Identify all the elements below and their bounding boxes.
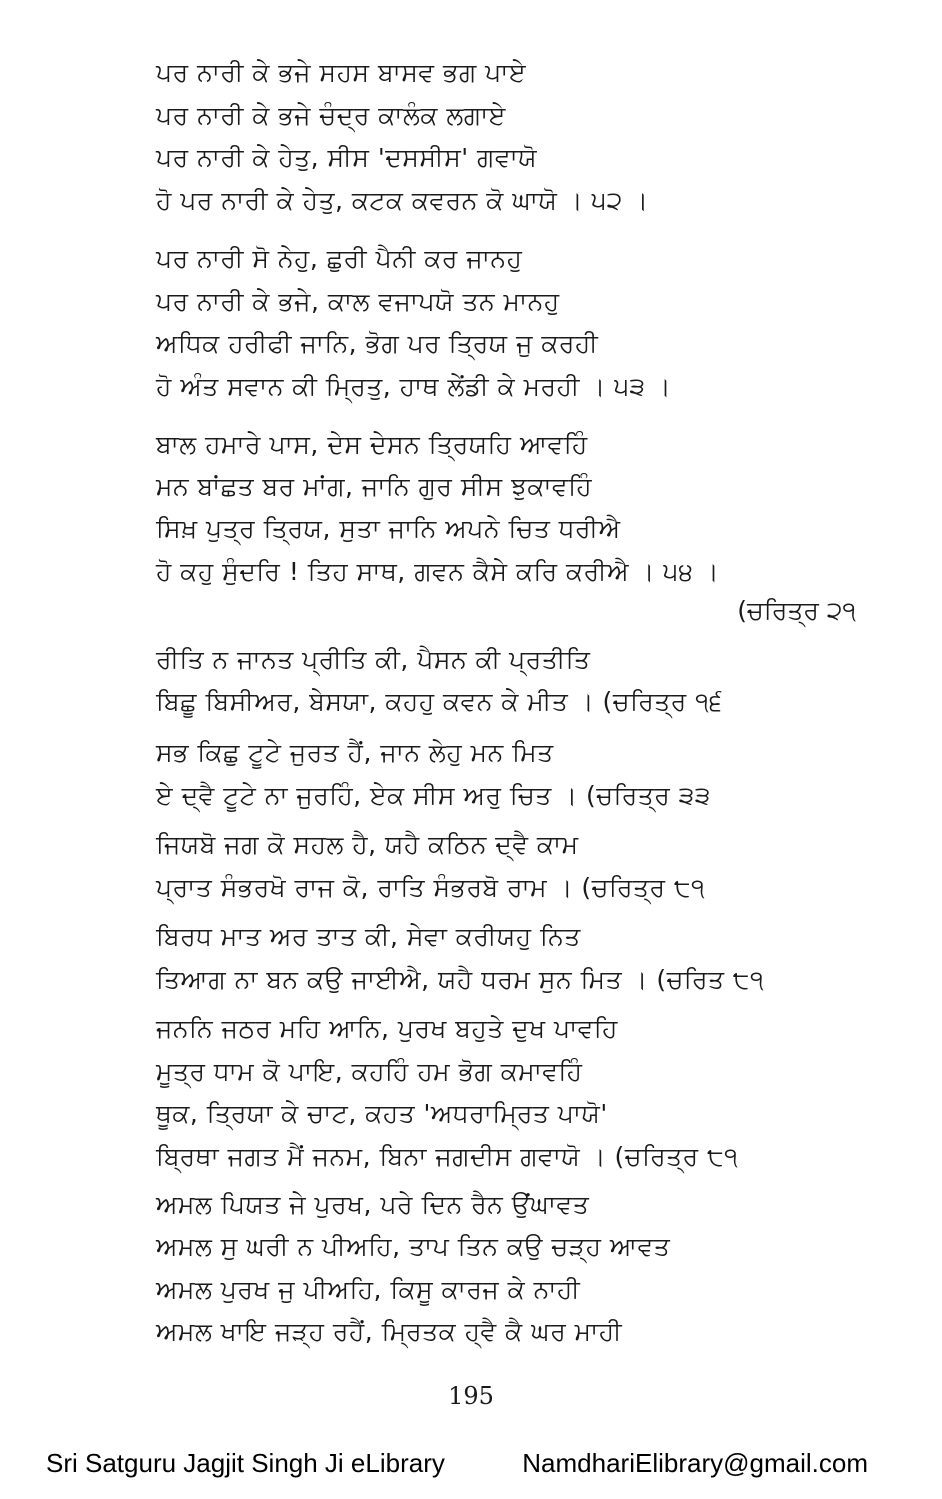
verse-line: ਹੋ ਪਰ ਨਾਰੀ ਕੇ ਹੇਤੁ, ਕਟਕ ਕਵਰਨ ਕੋ ਘਾਯੋ । ੫੨ । xyxy=(156,186,649,215)
verse-line: ਰੀਤਿ ਨ ਜਾਨਤ ਪ੍ਰੀਤਿ ਕੀ, ਪੈਸਨ ਕੀ ਪ੍ਰਤੀਤਿ xyxy=(156,645,591,674)
verse-line: ਪ੍ਰਾਤ ਸੰਭਰਖੋ ਰਾਜ ਕੋ, ਰਾਤਿ ਸੰਭਰਬੋ ਰਾਮ । (ਚਰਿਤ੍ਰ ੮੧ xyxy=(156,873,706,902)
section-marker: (ਚਰਿਤ੍ਰ ੨੧ xyxy=(737,596,856,625)
footer-library-name: Sri Satguru Jagjit Singh Ji eLibrary xyxy=(46,1448,445,1478)
verse-line: ਏ ਦ੍ਵੈ ਟੂਟੇ ਨਾ ਜੁਰਹਿੰ, ਏਕ ਸੀਸ ਅਰੁ ਚਿਤ । (ਚਰਿਤ੍ਰ ੩੩ xyxy=(156,781,711,810)
verse-line: ਬਿਰਧ ਮਾਤ ਅਰ ਤਾਤ ਕੀ, ਸੇਵਾ ਕਰੀਯਹੁ ਨਿਤ xyxy=(156,922,581,951)
verse-line: ਅਧਿਕ ਹਰੀਫੀ ਜਾਨਿ, ਭੋਗ ਪਰ ਤ੍ਰਿਯ ਜੁ ਕਰਹੀ xyxy=(156,329,599,358)
verse-line: ਅਮਲ ਖਾਇ ਜੜ੍ਹ ਰਹੈਂ, ਮ੍ਰਿਤਕ ਹ੍ਵੈ ਕੈ ਘਰ ਮਾਹੀ xyxy=(156,1317,623,1346)
verse-line: ਬ੍ਰਿਥਾ ਜਗਤ ਮੈਂ ਜਨਮ, ਬਿਨਾ ਜਗਦੀਸ ਗਵਾਯੋ । (ਚਰਿਤ੍ਰ ੮੧ xyxy=(156,1142,739,1171)
verse-line: ਮੂਤ੍ਰ ਧਾਮ ਕੋ ਪਾਇ, ਕਹਹਿੰ ਹਮ ਭੋਗ ਕਮਾਵਹਿੰ xyxy=(156,1057,583,1086)
verse-line: ਜਿਯਬੋ ਜਗ ਕੋ ਸਹਲ ਹੈ, ਯਹੈ ਕਠਿਨ ਦ੍ਵੈ ਕਾਮ xyxy=(156,830,579,859)
verse-line: ਅਮਲ ਪੁਰਖ ਜੁ ਪੀਅਹਿ, ਕਿਸੂ ਕਾਰਜ ਕੇ ਨਾਹੀ xyxy=(156,1275,581,1304)
verse-line: ਹੋ ਅੰਤ ਸਵਾਨ ਕੀ ਮ੍ਰਿਤੁ, ਹਾਥ ਲੇਂਡੀ ਕੇ ਮਰਹੀ । ੫੩ । xyxy=(156,372,672,401)
verse-line: ਤਿਆਗ ਨਾ ਬਨ ਕਉ ਜਾਈਐ, ਯਹੈ ਧਰਮ ਸੁਨ ਮਿਤ । (ਚਰਿਤ ੮੧ xyxy=(156,965,765,994)
verse-line: ਅਮਲ ਪਿਯਤ ਜੇ ਪੁਰਖ, ਪਰੇ ਦਿਨ ਰੈਨ ਉਂਘਾਵਤ xyxy=(156,1190,590,1219)
verse-line: ਬਿਛੂ ਬਿਸੀਅਰ, ਬੇਸਯਾ, ਕਹਹੁ ਕਵਨ ਕੇ ਮੀਤ । (ਚਰਿਤ੍ਰ ੧੬ xyxy=(156,687,723,716)
verse-line: ਹੋ ਕਹੁ ਸੁੰਦਰਿ ! ਤਿਹ ਸਾਥ, ਗਵਨ ਕੈਸੇ ਕਰਿ ਕਰੀਐ । ੫੪ । xyxy=(156,557,720,586)
verse-line: ਪਰ ਨਾਰੀ ਕੇ ਭਜੇ ਸਹਸ ਬਾਸਵ ਭਗ ਪਾਏ xyxy=(156,58,527,87)
verse-line: ਬਾਲ ਹਮਾਰੇ ਪਾਸ, ਦੇਸ ਦੇਸਨ ਤ੍ਰਿਯਹਿ ਆਵਹਿੰ xyxy=(156,430,588,459)
verse-line: ਜਨਨਿ ਜਠਰ ਮਹਿ ਆਨਿ, ਪੁਰਖ ਬਹੁਤੇ ਦੁਖ ਪਾਵਹਿ xyxy=(156,1014,618,1043)
verse-line: ਪਰ ਨਾਰੀ ਕੇ ਹੇਤੁ, ਸੀਸ 'ਦਸਸੀਸ' ਗਵਾਯੋ xyxy=(156,143,538,172)
page-number: 195 xyxy=(448,1382,494,1410)
footer-email: NamdhariElibrary@gmail.com xyxy=(522,1448,868,1478)
verse-line: ਪਰ ਨਾਰੀ ਕੇ ਭਜੇ, ਕਾਲ ਵਜਾਪਯੋ ਤਨ ਮਾਨਹੁ xyxy=(156,287,560,316)
verse-line: ਸਿਖ਼ ਪੁਤ੍ਰ ਤ੍ਰਿਯ, ਸੁਤਾ ਜਾਨਿ ਅਪਨੇ ਚਿਤ ਧਰੀਐ xyxy=(156,514,621,543)
verse-line: ਅਮਲ ਸੁ ਘਰੀ ਨ ਪੀਅਹਿ, ਤਾਪ ਤਿਨ ਕਉ ਚੜ੍ਹ ਆਵਤ xyxy=(156,1232,671,1261)
verse-line: ਮਨ ਬਾਂਛਤ ਬਰ ਮਾਂਗ, ਜਾਨਿ ਗੁਰ ਸੀਸ ਝੁਕਾਵਹਿੰ xyxy=(156,472,593,501)
verse-line: ਥੂਕ, ਤ੍ਰਿਯਾ ਕੇ ਚਾਟ, ਕਹਤ 'ਅਧਰਾਮ੍ਰਿਤ ਪਾਯੋ' xyxy=(156,1099,608,1128)
verse-line: ਪਰ ਨਾਰੀ ਕੇ ਭਜੇ ਚੰਦ੍ਰ ਕਾਲੰਕ ਲਗਾਏ xyxy=(156,101,506,130)
verse-line: ਪਰ ਨਾਰੀ ਸੋ ਨੇਹੁ, ਛੁਰੀ ਪੈਨੀ ਕਰ ਜਾਨਹੁ xyxy=(156,244,523,273)
verse-line: ਸਭ ਕਿਛੁ ਟੂਟੇ ਜੁਰਤ ਹੈਂ, ਜਾਨ ਲੇਹੁ ਮਨ ਮਿਤ xyxy=(156,738,554,767)
